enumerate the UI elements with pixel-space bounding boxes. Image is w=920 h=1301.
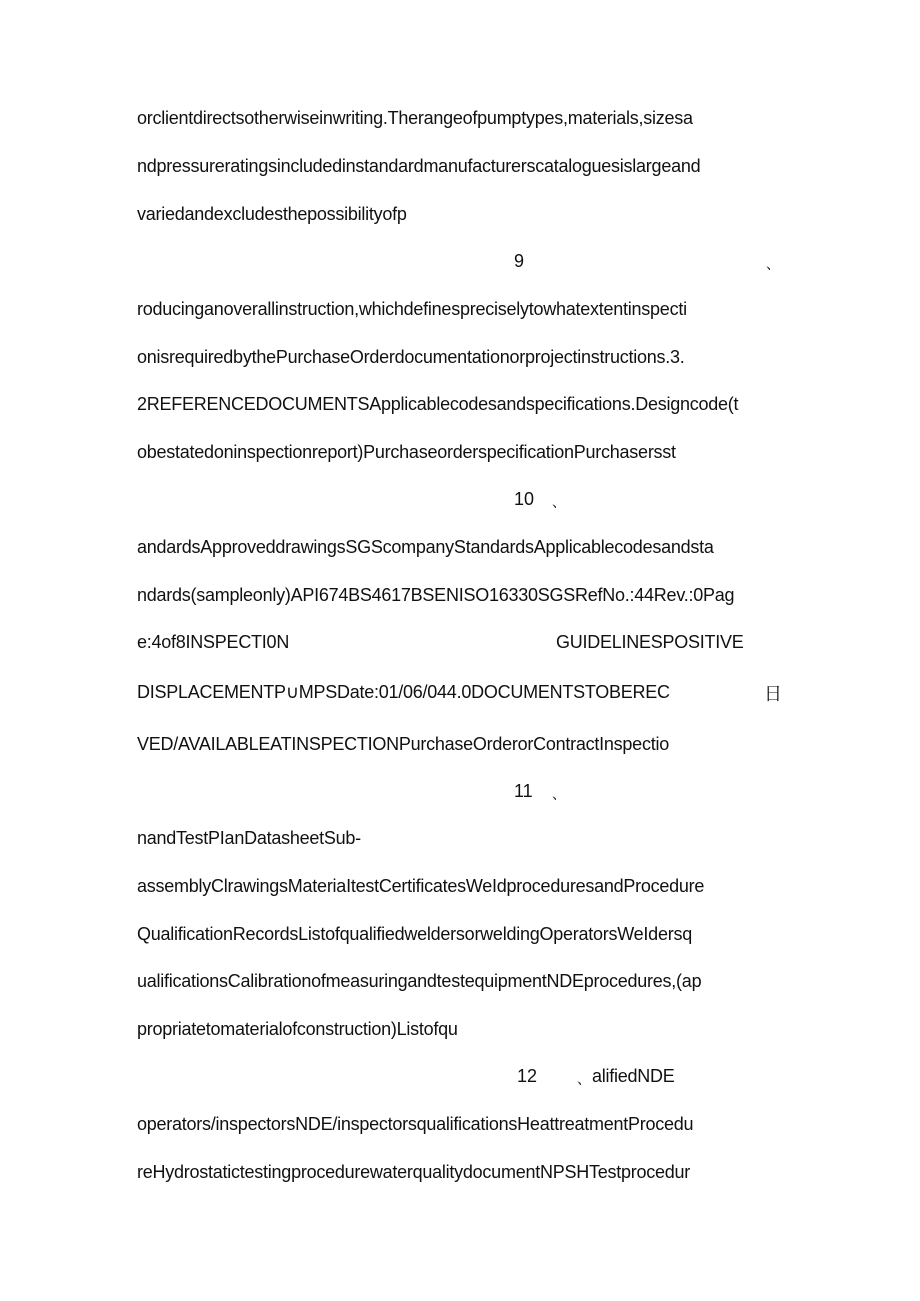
text-line: obestatedoninspectionreport)PurchaseorderspecificationPurchasersst xyxy=(137,442,676,462)
text-line: roducinganoverallinstruction,whichdefinespreciselytowhatextentinspecti xyxy=(137,299,687,319)
text-line: ndpressureratingsincludedinstandardmanufacturerscataloguesislargeand xyxy=(137,156,701,176)
text-line: onisrequiredbythePurchaseOrderdocumentationorprojectinstructions.3. xyxy=(137,347,685,367)
page-marker-separator: 、 xyxy=(552,786,566,802)
page-marker-separator: 、 xyxy=(577,1071,591,1087)
text-line: ualificationsCalibrationofmeasuringandtestequipmentNDEprocedures,(ap xyxy=(137,971,702,991)
page-marker-separator: 、 xyxy=(766,256,780,272)
text-line: QualificationRecordsListofqualifiedweldersorweldingOperatorsWeIdersq xyxy=(137,924,692,944)
text-line: propriatetomaterialofconstruction)Listofqu xyxy=(137,1019,458,1039)
text-line: andardsApproveddrawingsSGScompanyStandardsApplicablecodesandsta xyxy=(137,537,714,557)
text-line: alifiedNDE xyxy=(592,1066,675,1086)
text-line: variedandexcludesthepossibilityofp xyxy=(137,204,407,224)
text-line: ndards(sampleonly)API674BS4617BSENISO16330SGSRefNo.:44Rev.:0Pag xyxy=(137,585,735,605)
text-line: operators/inspectorsNDE/inspectorsqualificationsHeattreatmentProcedu xyxy=(137,1114,694,1134)
page-marker-11: 11 xyxy=(514,781,533,801)
page-marker-9: 9 xyxy=(514,251,525,271)
text-line: GUIDELINESPOSITIVE xyxy=(556,632,744,652)
page-marker-10: 10 xyxy=(514,489,535,509)
text-line: 2REFERENCEDOCUMENTSApplicablecodesandspecifications.Designcode(t xyxy=(137,394,739,414)
text-line: VED/AVAILABLEATINSPECTIONPurchaseOrderorContractInspectio xyxy=(137,734,669,754)
text-line: reHydrostatictestingprocedurewaterqualitydocumentNPSHTestprocedur xyxy=(137,1162,691,1182)
text-line: orclientdirectsotherwiseinwriting.Therangeofpumptypes,materials,sizesa xyxy=(137,108,693,128)
page-marker-separator: 、 xyxy=(552,494,566,510)
text-line: 日 xyxy=(764,684,782,704)
text-line: DISPLACEMENTP∪MPSDate:01/06/044.0DOCUMENTSTOBEREC xyxy=(137,682,670,702)
text-line: e:4of8INSPECTI0N xyxy=(137,632,290,652)
page-marker-12: 12 xyxy=(517,1066,538,1086)
text-line: assemblyClrawingsMateriaItestCertificatesWeIdproceduresandProcedure xyxy=(137,876,705,896)
text-line: nandTestPIanDatasheetSub- xyxy=(137,828,361,848)
